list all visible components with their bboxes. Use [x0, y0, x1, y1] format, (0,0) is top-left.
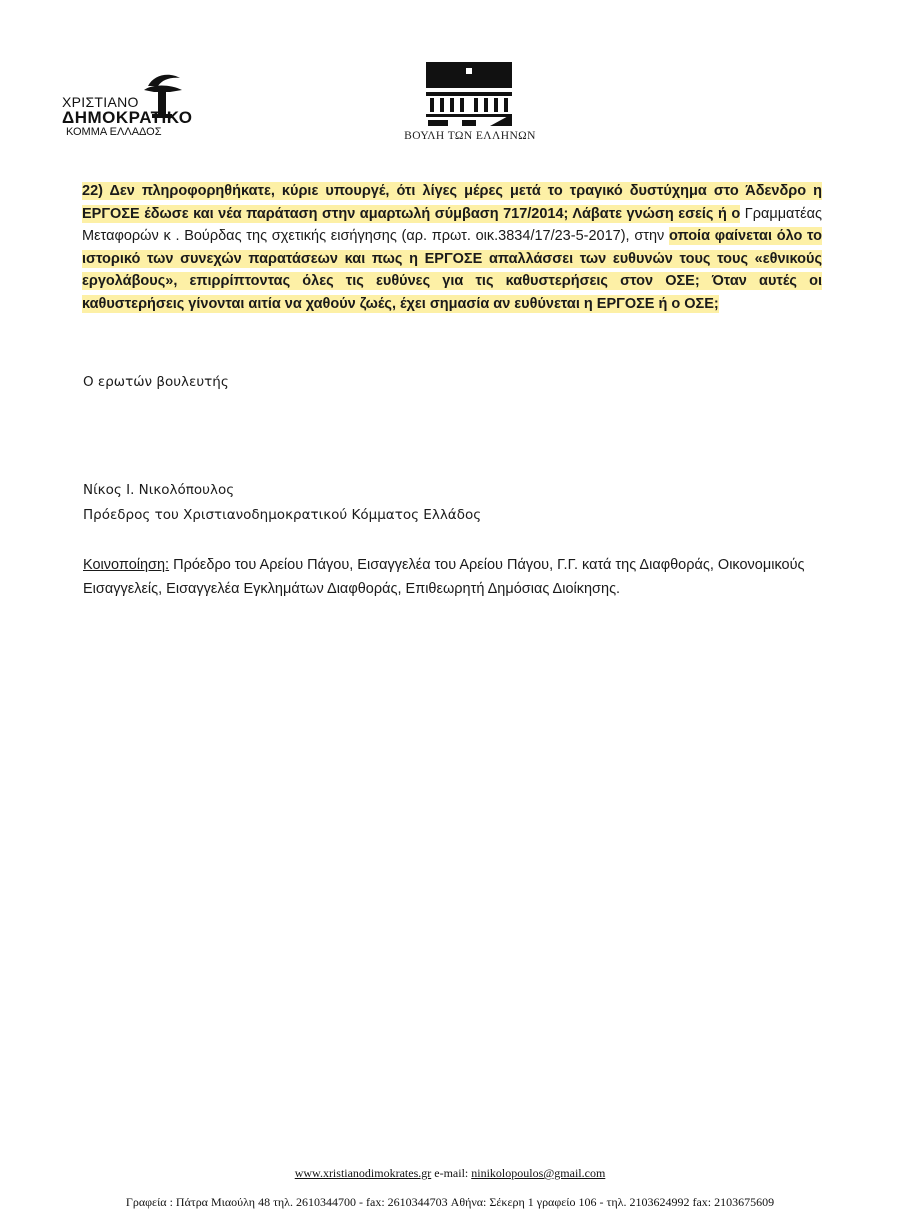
party-name-line1: ΧΡΙΣΤΙΑΝΟ: [62, 94, 139, 110]
cc-label: Κοινοποίηση:: [83, 557, 170, 573]
cc-recipients: Πρόεδρο του Αρείου Πάγου, Εισαγγελέα του Αρείου Πάγου, Γ.Γ. κατά της Διαφθοράς, Οικονομικούς Εισαγγελείς, Εισαγγελέα Εγκλημάτων Διαφθοράς, Επιθεωρητή Δημόσιας Διοίκησης.: [83, 557, 805, 597]
parliament-building-icon: [426, 62, 512, 128]
question-text-plain: Γραμματέας Μεταφορών κ . Βούρδας της σχετικής εισήγησης (αρ. πρωτ. οικ.3834/17/23-5-2017), στην: [82, 205, 822, 244]
party-name-line2: ΔΗΜΟΚΡΑΤΙΚΟ: [62, 108, 193, 127]
question-text-highlighted-2: οποία φαίνεται όλο το ιστορικό των συνεχών παρατάσεων και πως η ΕΡΓΟΣΕ απαλλάσσει των ευθυνών τους τους «εθνικούς εργολάβους», επιρρίπτοντας όλες τις ευθύνες για τις καθυστερήσεις στον ΟΣΕ; Όταν αυτές οι καθυστερήσεις γίνονται αιτία να χαθούν ζωές, έχει σημασία αν ευθύνεται η ΕΡΓΟΣΕ ή ο ΟΣΕ;: [82, 228, 822, 312]
cc-paragraph: [83, 553, 828, 601]
question-text-highlighted-1: 22) Δεν πληροφορηθήκατε, κύριε υπουργέ, ότι λίγες μέρες μετά το τραγικό δυστύχημα στο Άδενδρο η ΕΡΓΟΣΕ έδωσε και νέα παράταση στην αμαρτωλή σύμβαση 717/2014; Λάβατε γνώση εσείς ή ο: [82, 183, 822, 222]
signer-name: Νίκος Ι. Νικολόπουλος: [83, 482, 235, 498]
party-name-line3: ΚΟΜΜΑ ΕΛΛΑΔΟΣ: [66, 126, 162, 138]
asker-label: Ο ερωτών βουλευτής: [83, 374, 229, 390]
footer-offices: Γραφεία : Πάτρα Μιαούλη 48 τηλ. 2610344700 - fax: 2610344703 Αθήνα: Σέκερη 1 γραφείο 106 - τηλ. 2103624992 fax: 2103675609: [125, 1195, 775, 1209]
email-label: e-mail:: [431, 1166, 472, 1180]
footer-contact: [0, 1166, 900, 1181]
parliament-caption: ΒΟΥΛΗ ΤΩΝ ΕΛΛΗΝΩΝ: [404, 130, 536, 142]
website-link[interactable]: www.xristianodimokrates.gr: [294, 1166, 432, 1180]
email-link[interactable]: ninikolopoulos@gmail.com: [471, 1166, 606, 1180]
question-paragraph: [82, 180, 822, 315]
signer-title: Πρόεδρος του Χριστιανοδημοκρατικού Κόμματος Ελλάδος: [83, 507, 482, 523]
